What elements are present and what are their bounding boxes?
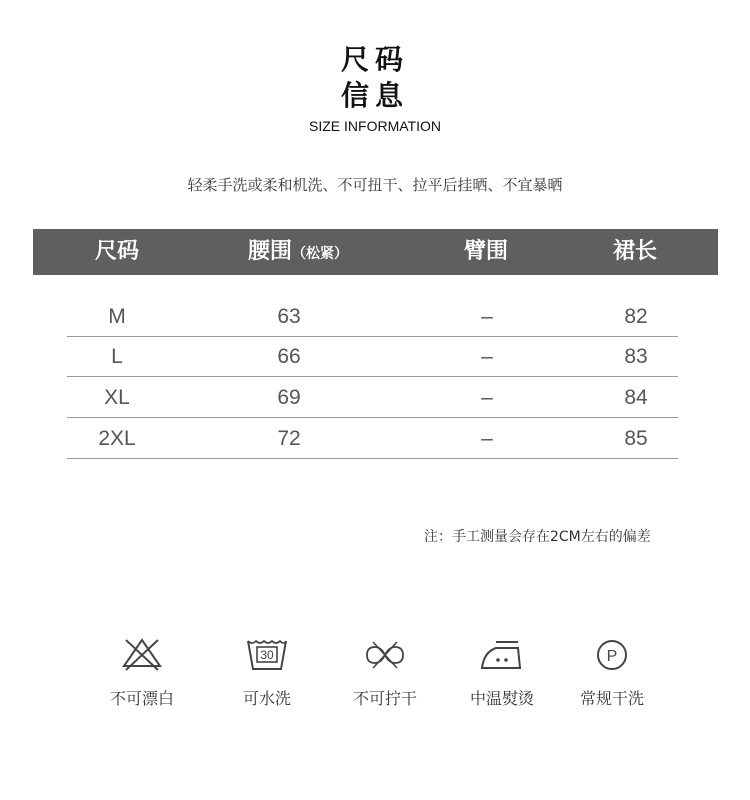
- measurement-note: 注：手工测量会存在2CM左右的偏差: [424, 529, 651, 545]
- care-label-no-wring: 不可拧干: [352, 689, 417, 708]
- care-label-washable: 可水洗: [242, 689, 291, 708]
- table-row: [67, 296, 678, 337]
- table-row: [67, 377, 678, 418]
- care-label-no-bleach: 不可漂白: [109, 689, 174, 708]
- cell-arm: –: [481, 345, 493, 368]
- care-label-dry-clean: 常规干洗: [579, 689, 644, 708]
- cell-length: 83: [624, 345, 648, 368]
- cell-length: 85: [624, 427, 648, 450]
- table-row: [67, 418, 678, 459]
- header-waist: [228, 229, 368, 275]
- title-line-2: 信息: [340, 79, 409, 112]
- cell-waist: 63: [277, 305, 301, 328]
- table-row: [67, 336, 678, 377]
- header-size-label: 尺码: [94, 239, 139, 264]
- wash-30-icon: [245, 636, 289, 674]
- no-wring-icon: [363, 636, 407, 674]
- cell-size: L: [111, 345, 123, 368]
- cell-length: 84: [624, 386, 648, 409]
- title-line-1: 尺码: [340, 43, 409, 76]
- subtitle: SIZE INFORMATION: [309, 118, 441, 134]
- header-waist-sub: （松紧）: [292, 246, 348, 262]
- cell-waist: 72: [277, 427, 301, 450]
- dry-clean-p-icon: [590, 636, 634, 674]
- cell-arm: –: [481, 386, 493, 409]
- table-header: [33, 229, 718, 275]
- cell-arm: –: [481, 427, 493, 450]
- header-waist-label: 腰围: [247, 239, 292, 264]
- no-bleach-icon: [120, 636, 164, 674]
- cell-waist: 69: [277, 386, 301, 409]
- care-instructions: 轻柔手洗或柔和机洗、不可扭干、拉平后挂晒、不宜暴晒: [187, 176, 563, 194]
- cell-length: 82: [624, 305, 648, 328]
- header-arm: [439, 229, 533, 275]
- iron-medium-icon: [480, 636, 524, 674]
- care-label-iron: 中温熨烫: [469, 689, 534, 708]
- cell-waist: 66: [277, 345, 301, 368]
- header-length-label: 裙长: [612, 239, 657, 264]
- dry-clean-letter: P: [606, 648, 618, 665]
- header-length: [588, 229, 682, 275]
- header-size: [70, 229, 164, 275]
- cell-size: XL: [104, 386, 130, 409]
- cell-arm: –: [481, 305, 493, 328]
- cell-size: M: [108, 305, 126, 328]
- wash-temperature: 30: [260, 648, 274, 662]
- header-arm-label: 臂围: [463, 239, 508, 264]
- cell-size: 2XL: [98, 427, 136, 450]
